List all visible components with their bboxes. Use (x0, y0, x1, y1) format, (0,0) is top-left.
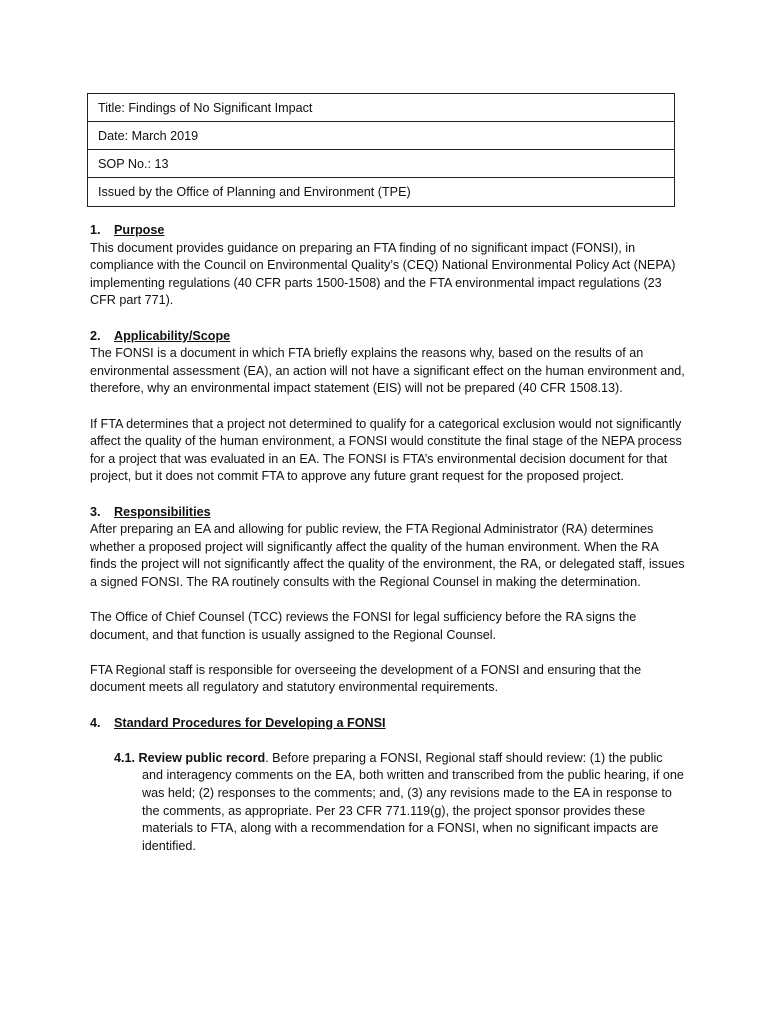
section-heading (90, 504, 686, 522)
subsection-heading: 4.1. Review public record (114, 750, 266, 765)
section-heading (90, 715, 686, 733)
section-number: 4. (90, 715, 101, 730)
document-body (90, 222, 686, 873)
section-title: Standard Procedures for Developing a FONSI (114, 715, 386, 730)
paragraph: This document provides guidance on preparing an FTA finding of no significant impact (FONSI), in compliance with the Council on Environmental Quality’s (CEQ) National Environmental Policy Act (NEPA) implementing regulations (40 CFR parts 1500-1508) and the FTA environmental impact regulations (23 CFR part 771). (90, 240, 676, 308)
section-purpose (90, 222, 686, 310)
section-number: 3. (90, 504, 101, 519)
section-number: 2. (90, 328, 101, 343)
section-heading (90, 222, 686, 240)
section-title: Applicability/Scope (114, 328, 231, 343)
section-title: Responsibilities (114, 504, 211, 519)
paragraph: The FONSI is a document in which FTA briefly explains the reasons why, based on the results of an environmental assessment (EA), an action will not have a significant effect on the human environment and, therefore, why an environmental impact statement (EIS) will not be prepared (40 CFR 1508.13). (90, 346, 685, 396)
header-sop-number: SOP No.: 13 (88, 150, 674, 178)
header-title: Title: Findings of No Significant Impact (88, 94, 674, 122)
section-responsibilities (90, 504, 686, 698)
paragraph: FTA Regional staff is responsible for overseeing the development of a FONSI and ensuring that the document meets all regulatory and statutory environmental requirements. (90, 662, 642, 695)
header-date: Date: March 2019 (88, 122, 674, 150)
paragraph: If FTA determines that a project not determined to qualify for a categorical exclusion would not significantly affect the quality of the human environment, a FONSI would constitute the final stage of the NEPA process for a project that was evaluated in an EA. The FONSI is FTA’s environmental decision document for that project, but it does not commit FTA to approve any future grant request for the proposed project. (90, 416, 682, 484)
paragraph: The Office of Chief Counsel (TCC) reviews the FONSI for legal sufficiency before the RA signs the document, and that function is usually assigned to the Regional Counsel. (90, 610, 637, 642)
header-issued-by: Issued by the Office of Planning and Environment (TPE) (98, 185, 411, 199)
paragraph: After preparing an EA and allowing for public review, the FTA Regional Administrator (RA) determines whether a proposed project will significantly affect the quality of the human environment. When the RA finds the project will not significantly affect the quality of the environment, the RA, or delegated staff, issues a signed FONSI. The RA routinely consults with the Regional Counsel in making the determination. (90, 522, 685, 589)
header-table (87, 93, 675, 207)
section-procedures (90, 715, 686, 856)
section-heading (90, 328, 686, 346)
subsection-review-public-record (114, 750, 686, 856)
section-title: Purpose (114, 223, 165, 237)
section-number: 1. (90, 223, 101, 237)
section-applicability (90, 328, 686, 486)
subsection-text: . Before preparing a FONSI, Regional staff should review: (1) the public and interagency comments on the EA, both written and transcribed from the public hearing, if one was held; (2) responses to the comments; and, (3) any revisions made to the EA in response to the comments, as appropriate. Per 23 CFR 771.119(g), the project sponsor provides these materials to FTA, along with a recommendation for a FONSI, when no significant impacts are identified. (142, 750, 684, 853)
